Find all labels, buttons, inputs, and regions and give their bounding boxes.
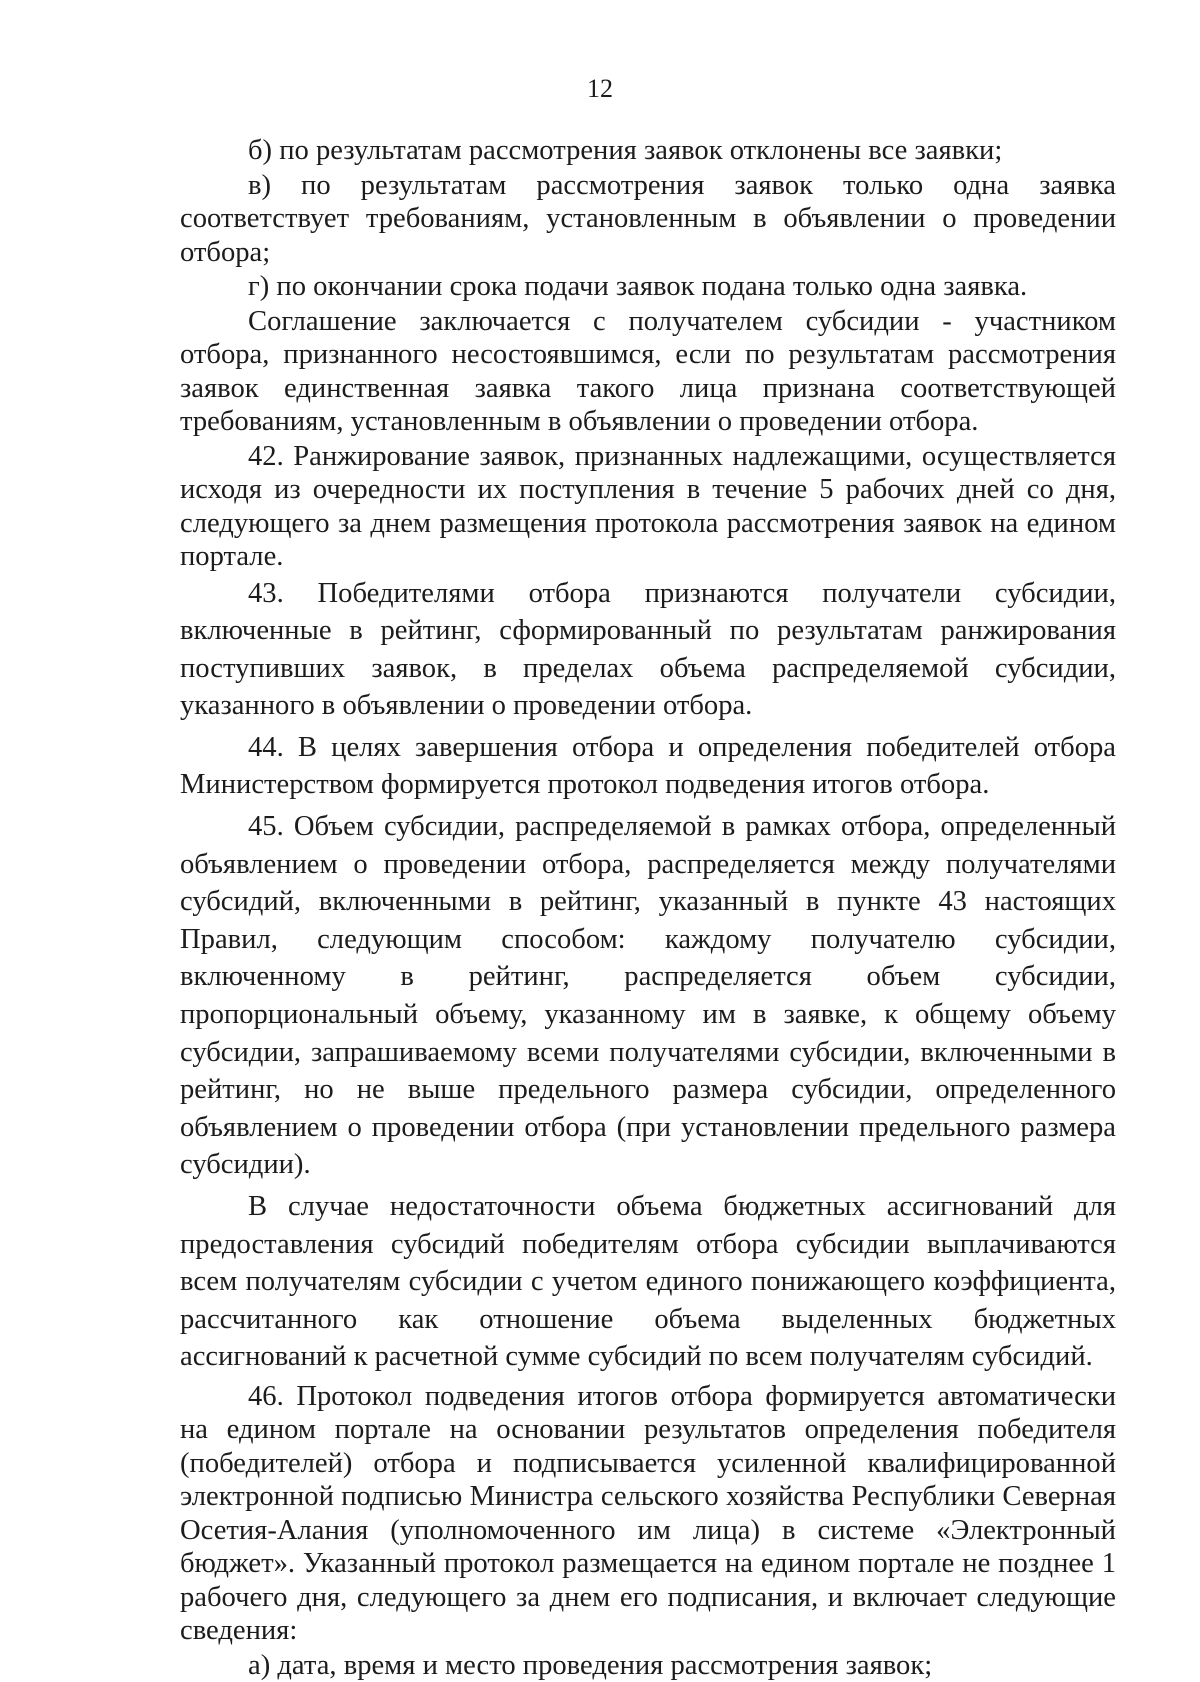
agreement-paragraph: Соглашение заключается с получателем субсидии - участником отбора, признанного несостоявшимся, если по результатам рассмотрения заявок единственная заявка такого лица признана соответствующей требованиям, установленным в объявлении о проведении отбора. (180, 305, 1116, 437)
item-44: 44. В целях завершения отбора и определения победителей отбора Министерством формируется протокол подведения итогов отбора. (180, 731, 1116, 801)
item-43: 43. Победителями отбора признаются получатели субсидии, включенные в рейтинг, сформированный по результатам ранжирования поступивших заявок, в пределах объема распределяемой субсидии, указанного в объявлении о проведении отбора. (180, 577, 1116, 722)
insufficiency-paragraph: В случае недостаточности объема бюджетных ассигнований для предоставления субсидий победителям отбора субсидии выплачиваются всем получателям субсидии с учетом единого понижающего коэффициента, рассчитанного как отношение объема выделенных бюджетных ассигнований к расчетной сумме субсидий по всем получателям субсидий. (180, 1191, 1116, 1373)
clause-a: а) дата, время и место проведения рассмотрения заявок; (248, 1649, 933, 1681)
clause-v: в) по результатам рассмотрения заявок только одна заявка соответствует требованиям, установленным в объявлении о проведении отбора; (180, 169, 1116, 268)
document-body (180, 134, 1116, 1682)
item-42: 42. Ранжирование заявок, признанных надлежащими, осуществляется исходя из очередности их поступления в течение 5 рабочих дней со дня, следующего за днем размещения протокола рассмотрения заявок на едином портале. (180, 440, 1116, 572)
page-number: 12 (587, 74, 613, 103)
item-46: 46. Протокол подведения итогов отбора формируется автоматически на едином портале на основании результатов определения победителя (победителей) отбора и подписывается усиленной квалифицированной электронной подписью Министра сельского хозяйства Республики Северная Осетия-Алания (уполномоченного им лица) в системе «Электронный бюджет». Указанный протокол размещается на едином портале не позднее 1 рабочего дня, следующего за днем его подписания, и включает следующие сведения: (180, 1380, 1116, 1647)
clause-b: б) по результатам рассмотрения заявок отклонены все заявки; (248, 135, 1003, 166)
clause-g: г) по окончании срока подачи заявок подана только одна заявка. (248, 271, 1028, 302)
item-45: 45. Объем субсидии, распределяемой в рамках отбора, определенный объявлением о проведении отбора, распределяется между получателями субсидий, включенными в рейтинг, указанный в пункте 43 настоящих Правил, следующим способом: каждому получателю субсидии, включенному в рейтинг, распределяется объем субсидии, пропорциональный объему, указанному им в заявке, к общему объему субсидии, запрашиваемому всеми получателями субсидии, включенными в рейтинг, но не выше предельного размера субсидии, определенного объявлением о проведении отбора (при установлении предельного размера субсидии). (180, 811, 1116, 1181)
